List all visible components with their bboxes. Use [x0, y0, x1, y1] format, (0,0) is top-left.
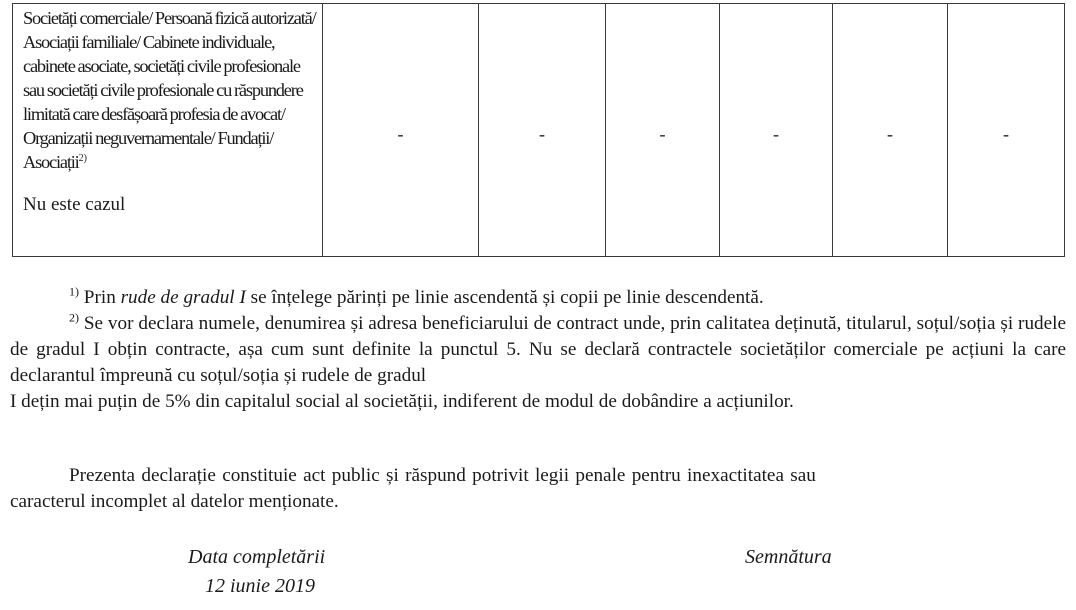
entity-type-cell [13, 4, 323, 257]
footnote-1 [10, 285, 1066, 311]
legal-statement-text: Prezenta declarație constituie act public și răspund potrivit legii penale pentru inexactitatea sau [69, 465, 816, 486]
date-label: Data completării [188, 546, 326, 568]
footnote-1-text-end: se înțelege părinți pe linie ascendentă și copii pe linie descendentă. [245, 287, 764, 308]
date-value: 12 iunie 2019 [205, 575, 315, 597]
legal-statement-last-line: caracterul incomplet al datelor menționate. [10, 491, 339, 512]
footnotes [10, 285, 1066, 415]
table-cell-4: - [720, 4, 833, 257]
footnote-1-text-start: Prin [79, 287, 121, 308]
footnote-2-text: Se vor declara numele, denumirea și adresa beneficiarului de contract unde, prin calitatea deținută, titularul, soțul/soția și rudele de gradul I obțin contracte, așa cum sunt definite la punctul 5. Nu se declară contractele societăților comerciale pe acțiuni la care declarantul împreună cu soțul/soția și rudele de gradul [10, 313, 1066, 386]
footnote-1-marker: 1) [69, 284, 79, 299]
not-applicable-text: Nu este cazul [23, 194, 126, 215]
declaration-table [12, 3, 1065, 257]
table-cell-3: - [606, 4, 720, 257]
table-cell-1: - [323, 4, 479, 257]
footnote-2-marker: 2) [69, 310, 79, 325]
entity-types-text [23, 6, 316, 174]
table-cell-5: - [833, 4, 948, 257]
table-cell-2: - [479, 4, 606, 257]
legal-statement [10, 463, 1066, 515]
footnote-2 [10, 311, 1066, 389]
signature-label: Semnătura [745, 546, 832, 568]
table-cell-6: - [948, 4, 1065, 257]
footnote-2-last-line: I dețin mai puțin de 5% din capitalul social al societății, indiferent de modul de dobândire a acțiunilor. [10, 391, 794, 412]
table-row [13, 4, 1065, 257]
entity-types-label: Societăți comerciale/ Persoană fizică autorizată/ Asociații familiale/ Cabinete individuale, cabinete asociate, societăți civile profesionale sau societăți civile profesionale cu răspundere limitată care desfășoară profesia de avocat/ Organizații neguvernamentale/ Fundații/ Asociații [23, 8, 316, 172]
footnote-ref-2: 2) [78, 152, 87, 164]
footnote-1-term: rude de gradul I [120, 287, 246, 308]
